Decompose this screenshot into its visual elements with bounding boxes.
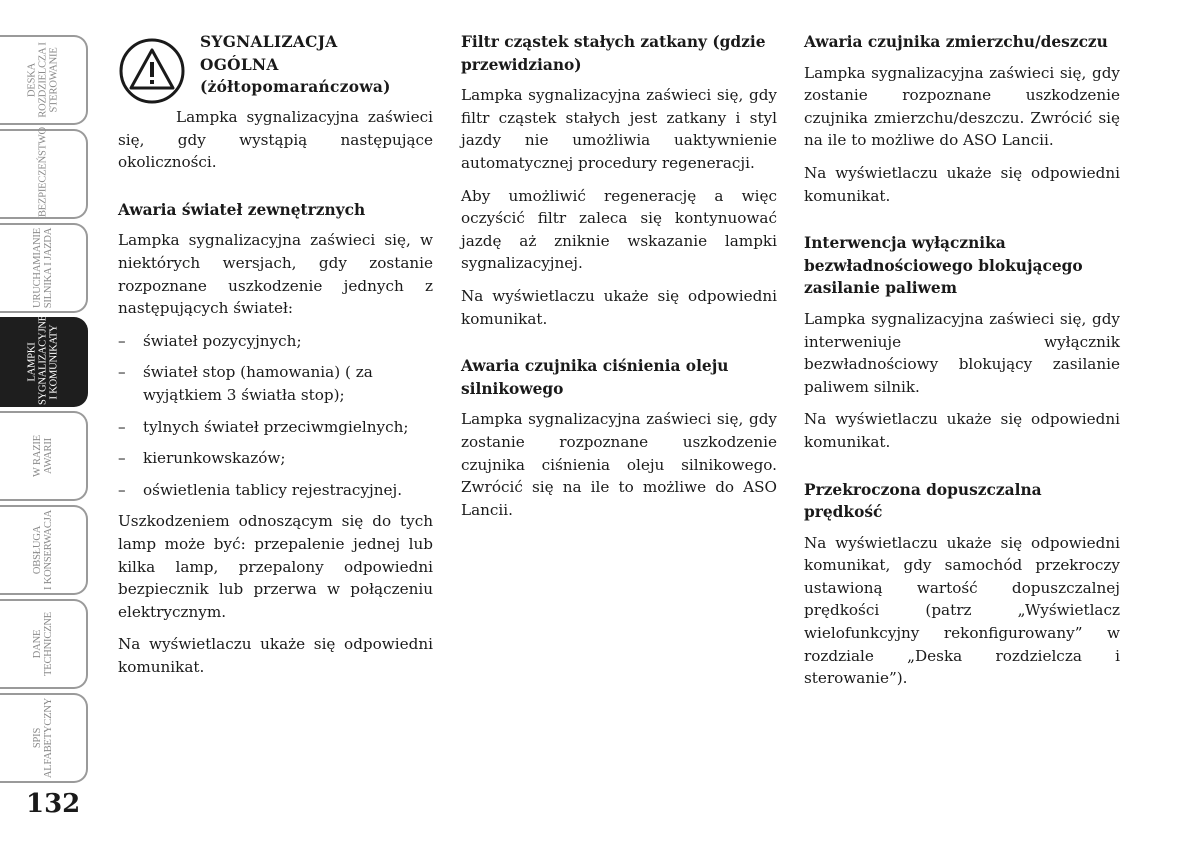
paragraph: Na wyświetlaczu ukaże się odpowiedni komunikat, gdy samochód przekroczy ustawioną wartość dopuszczalnej prędkości (patrz „Wyświetlacz wielofunkcyjny rekonfigurowany” w rozdziale „Deska rozdzielcza i sterowanie”).	[804, 533, 1120, 688]
paragraph: Lampka sygnalizacyjna zaświeci się, gdy zostanie rozpoznane uszkodzenie czujnika zmierzchu/deszczu. Zwrócić się na ile to możliwe do ASO Lancii.	[804, 63, 1120, 150]
warning-title: SYGNALIZACJA OGÓLNA (żółtopomarańczowa)	[200, 33, 391, 97]
section-heading: Filtr cząstek stałych zatkany (gdzie przewidziano)	[461, 33, 766, 74]
page-number: 132	[26, 789, 81, 819]
tab-label: DANE TECHNICZNE	[32, 612, 54, 676]
list-item: – kierunkowskazów;	[118, 447, 433, 470]
tab-bezpieczenstwo[interactable]	[0, 129, 88, 219]
tab-label: LAMPKI SYGNALIZACYJNE I KOMUNIKATY	[26, 315, 60, 405]
section-heading: Awaria świateł zewnętrznych	[118, 200, 366, 219]
tab-label: BEZPIECZEŃSTWO	[37, 127, 49, 217]
tab-obsluga-konserwacja[interactable]	[0, 505, 88, 595]
warning-header	[118, 31, 433, 106]
paragraph: Lampka sygnalizacyjna zaświeci się, gdy filtr cząstek stałych jest zatkany i styl jazdy nie umożliwia uaktywnienie automatycznej procedury regeneracji.	[461, 86, 777, 172]
paragraph: Uszkodzeniem odnoszącym się do tych lamp może być: przepalenie jednej lub kilka lamp, przepalony odpowiedni bezpiecznik lub przerwa w połączeniu elektrycznym.	[118, 512, 433, 621]
text-column-2	[461, 31, 777, 531]
section-heading: Przekroczona dopuszczalna prędkość	[804, 480, 1042, 522]
paragraph: Lampka sygnalizacyjna zaświeci się, w niektórych wersjach, gdy zostanie rozpoznane uszkodzenie jednych z następujących świateł:	[118, 231, 433, 318]
paragraph: Na wyświetlaczu ukaże się odpowiedni komunikat.	[804, 163, 1120, 205]
section-heading: Interwencja wyłącznika bezwładnościowego blokującego zasilanie paliwem	[804, 234, 1083, 298]
paragraph: Na wyświetlaczu ukaże się odpowiedni komunikat.	[461, 286, 777, 328]
paragraph: Na wyświetlaczu ukaże się odpowiedni komunikat.	[118, 635, 433, 676]
tab-dane-techniczne[interactable]	[0, 599, 88, 689]
tab-lampki-sygnalizacyjne[interactable]	[0, 317, 88, 407]
tab-uruchamianie[interactable]	[0, 223, 88, 313]
tab-spis-alfabetyczny[interactable]	[0, 693, 88, 783]
tab-label: URUCHAMIANIE SILNIKA I JAZDA	[32, 227, 54, 309]
tab-label: W RAZIE AWARII	[32, 435, 54, 477]
section-heading: Awaria czujnika zmierzchu/deszczu	[804, 33, 1108, 51]
tab-label: OBSŁUGA I KONSERWACJA	[32, 510, 54, 590]
intro-paragraph: Lampka sygnalizacyjna zaświeci się, gdy wystąpią następujące okoliczności.	[118, 108, 433, 172]
warning-triangle-icon	[118, 37, 186, 105]
list-item: – świateł stop (hamowania) ( za wyjątkiem 3 światła stop);	[118, 361, 433, 406]
tab-label: DESKA ROZDZIELCZA I STEROWANIE	[26, 42, 60, 118]
list-item: – świateł pozycyjnych;	[118, 330, 433, 353]
section-heading: Awaria czujnika ciśnienia oleju silnikowego	[461, 357, 729, 398]
lights-list	[118, 330, 433, 502]
tab-label: SPIS ALFABETYCZNY	[32, 697, 54, 779]
tab-deska-rozdzielcza[interactable]	[0, 35, 88, 125]
paragraph: Lampka sygnalizacyjna zaświeci się, gdy zostanie rozpoznane uszkodzenie czujnika ciśnienia oleju silnikowego. Zwrócić się na ile to możliwe do ASO Lancii.	[461, 410, 777, 519]
list-item: – oświetlenia tablicy rejestracyjnej.	[118, 479, 433, 502]
paragraph: Lampka sygnalizacyjna zaświeci się, gdy interweniuje wyłącznik bezwładnościowy blokujący zasilanie paliwem silnik.	[804, 309, 1120, 396]
text-column-1	[118, 31, 433, 688]
tab-w-razie-awarii[interactable]	[0, 411, 88, 501]
text-column-3	[804, 31, 1120, 700]
list-item: – tylnych świateł przeciwmgielnych;	[118, 416, 433, 439]
paragraph: Aby umożliwić regenerację a więc oczyścić filtr zaleca się kontynuować jazdę aż zniknie wskazanie lampki sygnalizacyjnej.	[461, 186, 777, 273]
paragraph: Na wyświetlaczu ukaże się odpowiedni komunikat.	[804, 410, 1120, 451]
